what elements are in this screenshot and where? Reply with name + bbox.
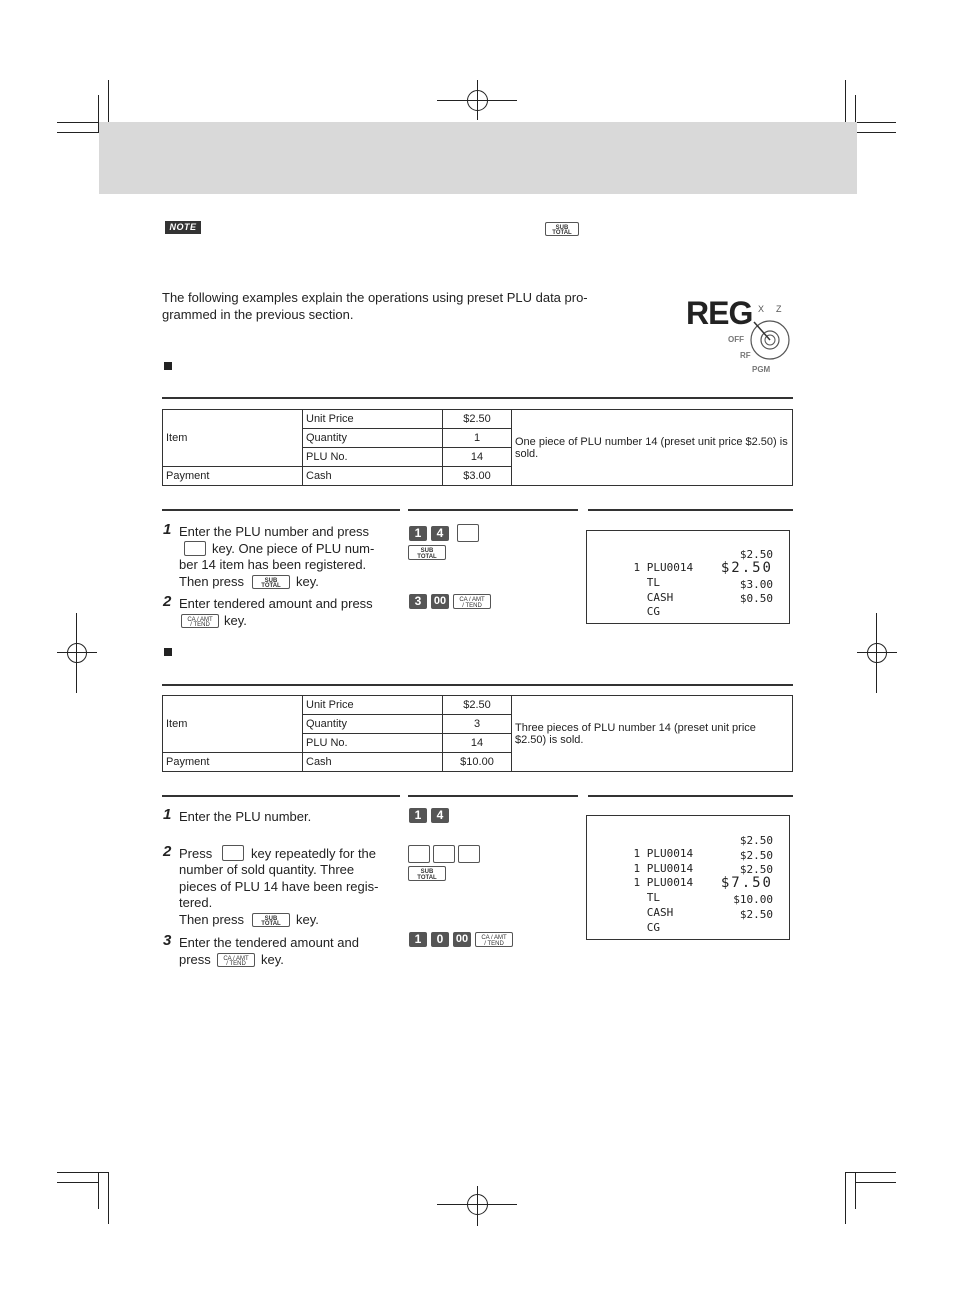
ca-amt-tend-key-icon: [475, 932, 513, 947]
step-text: ber 14 item has been registered.: [179, 557, 367, 572]
subtotal-key-icon: [408, 545, 446, 560]
receipt-value: $10.00: [733, 893, 773, 906]
receipt-left: CASH: [633, 906, 674, 919]
subtotal-key-bottom: TOTAL: [417, 875, 437, 881]
subtotal-key-icon: [545, 222, 579, 236]
mode-key-icon: [750, 318, 794, 360]
step-text: key. One piece of PLU num-: [212, 541, 375, 556]
receipt-value: $2.50: [739, 863, 773, 876]
step-text: tered.: [179, 895, 213, 910]
table-cell: $3.00: [443, 467, 512, 486]
ca-amt-tend-key-icon: [181, 614, 219, 628]
table-row: [163, 410, 793, 429]
subtotal-key-bottom: TOTAL: [552, 230, 572, 236]
plu-key-icon: [433, 845, 455, 863]
digit-0-key-icon: 0: [431, 932, 449, 947]
subtotal-key-top: SUB: [264, 916, 278, 922]
mode-rf-label: RF: [740, 351, 751, 360]
step-number: 2: [163, 843, 172, 860]
example2-keys-rule: [408, 795, 578, 797]
subtotal-key-icon: [408, 866, 446, 881]
step-text: key.: [296, 574, 319, 589]
plu-key-icon: [222, 845, 244, 861]
digit-00-key-icon: 00: [453, 932, 471, 947]
example1-spec-table: [162, 409, 793, 486]
example2-rule: [162, 684, 793, 686]
table-cell: Unit Price: [303, 410, 443, 429]
table-cell: Cash: [303, 467, 443, 486]
digit-4-key-icon: 4: [431, 808, 449, 823]
mode-x-label: X: [758, 304, 765, 314]
digit-1-key-icon: 1: [409, 932, 427, 947]
table-row: [163, 696, 793, 715]
ca-key-bottom: / TEND: [226, 961, 246, 967]
ca-key-top: CA / AMT: [481, 935, 507, 941]
example1-keys-rule: [408, 509, 578, 511]
receipt-total-value: $2.50: [720, 560, 773, 576]
ca-amt-tend-key-icon: [453, 594, 491, 609]
ca-key-top: CA / AMT: [187, 617, 213, 623]
step-text: Then press: [179, 912, 245, 927]
digit-1-key-icon: 1: [409, 808, 427, 823]
subtotal-key-icon: [252, 575, 290, 589]
table-cell: PLU No.: [303, 448, 443, 467]
digit-4-key-icon: 4: [431, 526, 449, 541]
table-cell: $10.00: [443, 753, 512, 772]
table-cell: Cash: [303, 753, 443, 772]
step-text: number of sold quantity. Three: [179, 862, 355, 877]
step-number: 1: [163, 521, 172, 538]
receipt-left: 1 PLU0014: [633, 876, 694, 889]
mode-pgm-label: PGM: [752, 365, 771, 374]
subtotal-key-bottom: TOTAL: [417, 554, 437, 560]
step-text: press: [179, 952, 211, 967]
intro-text: The following examples explain the operations using preset PLU data pro-grammed in the previous section.: [162, 290, 588, 322]
step-text: Enter tendered amount and press: [179, 596, 373, 611]
item-label: Item: [163, 696, 303, 753]
step-text: Then press: [179, 574, 245, 589]
receipt-left: CG: [633, 921, 660, 934]
table-cell: 14: [443, 734, 512, 753]
digit-3-key-icon: 3: [409, 594, 427, 609]
payment-label: Payment: [163, 753, 303, 772]
receipt-value: $2.50: [739, 548, 773, 561]
example1-rule: [162, 397, 793, 399]
step-text: pieces of PLU 14 have been regis-: [179, 879, 379, 894]
subtotal-key-bottom: TOTAL: [261, 583, 281, 589]
step-text: key repeatedly for the: [251, 846, 377, 861]
plu-key-icon: [457, 524, 479, 542]
table-cell: $2.50: [443, 410, 512, 429]
receipt-value: $0.50: [739, 592, 773, 605]
step-number: 1: [163, 806, 172, 823]
table-cell: $2.50: [443, 696, 512, 715]
mode-z-label: Z: [776, 304, 782, 314]
step-text: Enter the PLU number.: [179, 809, 312, 824]
example1-receipt-rule: [588, 509, 793, 511]
receipt-left: CG: [633, 605, 660, 618]
step-text: key.: [261, 952, 284, 967]
table-cell: 14: [443, 448, 512, 467]
example1-receipt: [586, 530, 790, 624]
example2-spec-table: [162, 695, 793, 772]
example2-receipt: [586, 815, 790, 940]
receipt-line: [607, 908, 660, 947]
receipt-left: 1 PLU0014: [633, 561, 694, 574]
ca-key-bottom: / TEND: [484, 941, 504, 947]
mode-off-label: OFF: [728, 335, 744, 344]
subtotal-key-bottom: TOTAL: [261, 921, 281, 927]
step-number: 2: [163, 593, 172, 610]
digit-1-key-icon: 1: [409, 526, 427, 541]
example1-bullet: [164, 362, 172, 370]
subtotal-key-top: SUB: [420, 548, 434, 554]
step-text: Enter the tendered amount and: [179, 935, 359, 950]
receipt-line: [607, 592, 660, 631]
table-cell: PLU No.: [303, 734, 443, 753]
ca-key-top: CA / AMT: [459, 597, 485, 603]
step-text: key.: [224, 613, 247, 628]
table-cell: Quantity: [303, 715, 443, 734]
example2-description: Three pieces of PLU number 14 (preset unit price $2.50) is sold.: [512, 696, 793, 772]
receipt-value: $2.50: [739, 908, 773, 921]
receipt-left: 1 PLU0014: [633, 862, 694, 875]
header-bar: [99, 122, 857, 194]
receipt-value: $3.00: [739, 578, 773, 591]
example2-bullet: [164, 648, 172, 656]
table-cell: Unit Price: [303, 696, 443, 715]
example2-steps-rule: [162, 795, 400, 797]
digit-00-key-icon: 00: [431, 594, 449, 609]
payment-label: Payment: [163, 467, 303, 486]
receipt-value: $2.50: [739, 849, 773, 862]
example1-description: One piece of PLU number 14 (preset unit price $2.50) is sold.: [512, 410, 793, 486]
receipt-total-value: $7.50: [720, 875, 773, 891]
table-cell: Quantity: [303, 429, 443, 448]
step-text: key.: [296, 912, 319, 927]
example2-receipt-rule: [588, 795, 793, 797]
subtotal-key-top: SUB: [264, 578, 278, 584]
step-text: Press: [179, 846, 213, 861]
step-number: 3: [163, 932, 172, 949]
plu-key-icon: [458, 845, 480, 863]
item-label: Item: [163, 410, 303, 467]
subtotal-key-icon: [252, 913, 290, 927]
plu-key-icon: [184, 541, 206, 556]
table-cell: 1: [443, 429, 512, 448]
table-cell: 3: [443, 715, 512, 734]
mode-reg-label: REG: [686, 295, 753, 331]
step-text: Enter the PLU number and press: [179, 524, 370, 539]
receipt-left: 1 PLU0014: [633, 847, 694, 860]
subtotal-key-top: SUB: [555, 225, 569, 231]
note-badge: NOTE: [165, 221, 201, 234]
receipt-value: $2.50: [739, 834, 773, 847]
subtotal-key-top: SUB: [420, 869, 434, 875]
ca-key-bottom: / TEND: [190, 622, 210, 628]
example1-steps-rule: [162, 509, 400, 511]
receipt-left: TL: [633, 891, 660, 904]
ca-key-bottom: / TEND: [462, 603, 482, 609]
ca-amt-tend-key-icon: [217, 953, 255, 967]
receipt-left: CASH: [633, 591, 674, 604]
plu-key-icon: [408, 845, 430, 863]
receipt-left: TL: [633, 576, 660, 589]
ca-key-top: CA / AMT: [223, 956, 249, 962]
